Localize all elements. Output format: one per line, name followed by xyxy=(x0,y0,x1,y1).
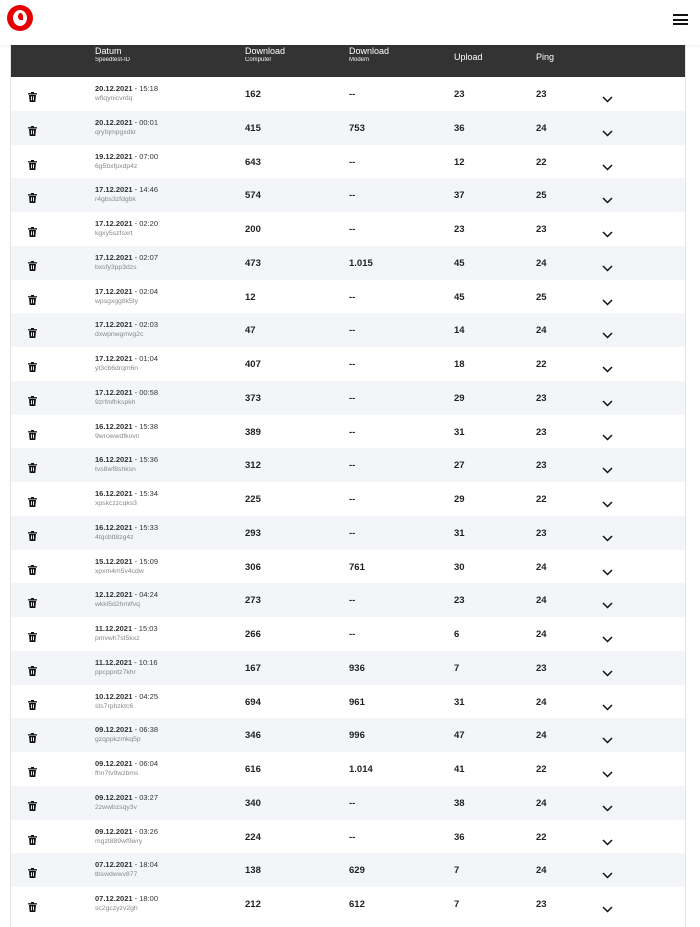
row-date: 16.12.2021 xyxy=(95,421,133,431)
row-datetime: 17.12.2021 - 02:20 xyxy=(95,219,158,228)
row-date: 09.12.2021 xyxy=(95,792,133,802)
row-date: 17.12.2021 xyxy=(95,185,133,195)
row-upload: 31 xyxy=(454,696,465,708)
chevron-down-icon[interactable] xyxy=(602,630,613,637)
row-datetime: 10.12.2021 - 04:25 xyxy=(95,691,158,701)
row-time: 10:16 xyxy=(138,657,158,667)
chevron-down-icon[interactable] xyxy=(602,158,613,165)
chevron-down-icon[interactable] xyxy=(602,529,613,536)
row-speedtest-id: wkkl5d2hmtfvq xyxy=(95,601,140,609)
row-datetime: 16.12.2021 - 15:36 xyxy=(95,455,158,465)
row-download: 407 xyxy=(245,359,261,370)
chevron-down-icon[interactable] xyxy=(602,900,613,907)
row-datetime: 09.12.2021 - 03:27 xyxy=(95,792,158,802)
row-upload: 29 xyxy=(454,494,465,505)
row-ping: 22 xyxy=(536,156,547,168)
row-datetime: 11.12.2021 - 15:03 xyxy=(95,624,158,633)
row-ping: 24 xyxy=(536,122,547,134)
row-upload: 36 xyxy=(454,122,465,134)
row-upload: 23 xyxy=(454,595,465,607)
row-ping: 24 xyxy=(536,629,547,640)
row-ping: 24 xyxy=(536,595,547,607)
row-date: 16.12.2021 xyxy=(95,455,133,465)
row-speedtest-id: 9wrowwdfkovn xyxy=(95,432,140,440)
row-date: 11.12.2021 xyxy=(95,657,133,667)
trash-icon[interactable] xyxy=(28,629,37,639)
row-date: 20.12.2021 xyxy=(95,84,133,93)
table-row xyxy=(11,685,685,719)
row-time: 15:38 xyxy=(139,421,158,431)
row-time: 02:20 xyxy=(139,219,158,228)
row-ping: 23 xyxy=(536,89,547,100)
table-row xyxy=(11,550,685,584)
row-download: 167 xyxy=(245,662,261,674)
table-row xyxy=(11,280,685,314)
row-upload: 23 xyxy=(454,89,465,100)
row-download: 643 xyxy=(245,156,261,168)
table-row xyxy=(11,178,685,212)
trash-icon[interactable] xyxy=(28,325,37,335)
table-header xyxy=(11,45,685,77)
row-download: 312 xyxy=(245,460,261,472)
col-date xyxy=(95,46,130,63)
row-upload: 37 xyxy=(454,190,465,202)
row-date: 19.12.2021 xyxy=(95,151,133,161)
row-datetime: 15.12.2021 - 15:09 xyxy=(95,556,158,566)
row-modem: -- xyxy=(349,224,356,235)
row-upload: 45 xyxy=(454,257,465,269)
row-speedtest-id: ppcppntz7khr xyxy=(95,668,136,676)
chevron-down-icon[interactable] xyxy=(602,394,613,401)
row-speedtest-id: pmvwh7st5kxz xyxy=(95,635,140,642)
trash-icon[interactable] xyxy=(28,123,37,133)
row-date: 16.12.2021 xyxy=(95,522,133,532)
row-time: 15:18 xyxy=(139,84,158,93)
row-ping: 22 xyxy=(536,359,547,370)
row-upload: 23 xyxy=(454,224,465,235)
row-speedtest-id: bxsfy3pp3dzs xyxy=(95,263,137,271)
trash-icon[interactable] xyxy=(28,764,37,774)
row-time: 04:25 xyxy=(139,691,158,701)
trash-icon[interactable] xyxy=(28,865,37,875)
row-download: 224 xyxy=(245,831,261,843)
row-modem: -- xyxy=(349,797,356,809)
row-date: 12.12.2021 xyxy=(95,590,133,600)
row-upload: 38 xyxy=(454,797,465,809)
row-ping: 24 xyxy=(536,696,547,708)
row-download: 616 xyxy=(245,764,261,775)
row-date: 17.12.2021 xyxy=(95,286,133,296)
vodafone-logo[interactable] xyxy=(7,5,33,31)
row-download: 212 xyxy=(245,899,261,910)
row-time: 06:38 xyxy=(139,725,158,735)
row-speedtest-id: tvs8wf8shksn xyxy=(95,466,136,474)
row-upload: 45 xyxy=(454,291,465,303)
row-datetime: 09.12.2021 - 03:26 xyxy=(95,826,158,836)
row-datetime: 17.12.2021 - 02:03 xyxy=(95,320,158,330)
row-modem: -- xyxy=(349,291,356,303)
row-download: 340 xyxy=(245,797,261,809)
chevron-down-icon[interactable] xyxy=(602,495,613,502)
row-speedtest-id: sts7rphzktc6 xyxy=(95,702,134,710)
chevron-down-icon[interactable] xyxy=(602,461,613,468)
row-upload: 36 xyxy=(454,831,465,843)
chevron-down-icon[interactable] xyxy=(602,225,613,232)
row-download: 346 xyxy=(245,730,261,742)
row-datetime: 19.12.2021 - 07:00 xyxy=(95,151,158,161)
row-date: 17.12.2021 xyxy=(95,387,133,397)
col-upload xyxy=(454,45,483,62)
trash-icon[interactable] xyxy=(28,292,37,302)
row-modem: 761 xyxy=(349,561,365,573)
row-download: 162 xyxy=(245,89,261,100)
row-datetime: 17.12.2021 - 00:58 xyxy=(95,387,158,397)
table-row xyxy=(11,651,685,685)
row-modem: 612 xyxy=(349,899,365,910)
row-speedtest-id: sc2gczyzv2gh xyxy=(95,905,138,912)
col-upload-title: Upload xyxy=(454,52,483,62)
row-modem: 753 xyxy=(349,122,365,134)
table-row xyxy=(11,111,685,145)
row-datetime: 17.12.2021 - 02:04 xyxy=(95,286,158,296)
row-modem: -- xyxy=(349,359,356,370)
row-modem: -- xyxy=(349,156,356,168)
col-modem xyxy=(349,46,389,63)
trash-icon[interactable] xyxy=(28,460,37,470)
row-time: 04:24 xyxy=(139,590,158,600)
trash-icon[interactable] xyxy=(28,157,37,167)
col-date-title: Datum xyxy=(95,46,122,56)
table-row xyxy=(11,516,685,550)
trash-icon[interactable] xyxy=(28,663,37,673)
row-datetime: 16.12.2021 - 15:33 xyxy=(95,522,158,532)
row-datetime: 16.12.2021 - 15:38 xyxy=(95,421,158,431)
row-date: 17.12.2021 xyxy=(95,354,133,363)
table-row xyxy=(11,617,685,651)
row-modem: 1.015 xyxy=(349,257,373,269)
row-date: 17.12.2021 xyxy=(95,320,133,330)
row-download: 473 xyxy=(245,257,261,269)
chevron-down-icon[interactable] xyxy=(602,866,613,873)
row-ping: 23 xyxy=(536,460,547,472)
row-ping: 23 xyxy=(536,899,547,910)
row-modem: 629 xyxy=(349,865,365,877)
chevron-down-icon[interactable] xyxy=(602,563,613,570)
row-speedtest-id: wflqynicvrdq xyxy=(95,95,133,102)
table-row xyxy=(11,583,685,617)
row-date: 10.12.2021 xyxy=(95,691,133,701)
trash-icon[interactable] xyxy=(28,393,37,403)
row-modem: -- xyxy=(349,595,356,607)
row-speedtest-id: xpxm4m5v4cdw xyxy=(95,567,144,575)
row-date: 09.12.2021 xyxy=(95,826,133,836)
row-speedtest-id: mgzt889wf9wry xyxy=(95,837,143,845)
trash-icon[interactable] xyxy=(28,528,37,538)
row-ping: 25 xyxy=(536,291,547,303)
row-modem: -- xyxy=(349,460,356,472)
row-download: 273 xyxy=(245,595,261,607)
row-upload: 7 xyxy=(454,865,460,877)
row-speedtest-id: wpsgxgg8k5ty xyxy=(95,297,139,305)
chevron-down-icon[interactable] xyxy=(602,326,613,333)
row-datetime: 07.12.2021 - 18:04 xyxy=(95,860,158,870)
row-speedtest-id: yt3cb6drqm6n xyxy=(95,365,139,372)
row-upload: 12 xyxy=(454,156,465,168)
row-speedtest-id: fhn7tv9wzbms xyxy=(95,770,139,777)
chevron-down-icon[interactable] xyxy=(602,765,613,772)
row-time: 02:07 xyxy=(139,252,158,262)
row-ping: 23 xyxy=(536,224,547,235)
table-row xyxy=(11,77,685,111)
row-download: 373 xyxy=(245,392,261,404)
row-speedtest-id: 4tqcbtt8zg4z xyxy=(95,533,134,541)
chevron-down-icon[interactable] xyxy=(602,596,613,603)
row-time: 02:03 xyxy=(139,320,158,330)
trash-icon[interactable] xyxy=(28,494,37,504)
chevron-down-icon[interactable] xyxy=(602,664,613,671)
row-modem: -- xyxy=(349,629,356,640)
hamburger-menu-icon[interactable] xyxy=(673,14,688,25)
chevron-down-icon[interactable] xyxy=(602,124,613,131)
trash-icon[interactable] xyxy=(28,798,37,808)
row-ping: 24 xyxy=(536,797,547,809)
chevron-down-icon[interactable] xyxy=(602,833,613,840)
row-ping: 23 xyxy=(536,392,547,404)
row-date: 07.12.2021 xyxy=(95,894,133,903)
row-modem: -- xyxy=(349,494,356,505)
table-row xyxy=(11,786,685,820)
table-row xyxy=(11,853,685,887)
row-time: 03:27 xyxy=(139,792,158,802)
row-time: 15:33 xyxy=(139,522,158,532)
chevron-down-icon[interactable] xyxy=(602,360,613,367)
row-datetime: 20.12.2021 - 00:01 xyxy=(95,117,158,127)
row-upload: 41 xyxy=(454,764,465,775)
row-upload: 6 xyxy=(454,629,460,640)
row-time: 15:09 xyxy=(139,556,158,566)
row-modem: 1.014 xyxy=(349,764,373,775)
row-time: 00:58 xyxy=(139,387,158,397)
table-row xyxy=(11,246,685,280)
speedtest-table xyxy=(10,45,686,927)
top-bar xyxy=(0,0,700,45)
row-time: 03:26 xyxy=(139,826,158,836)
row-time: 14:46 xyxy=(139,185,158,195)
row-modem: 936 xyxy=(349,662,365,674)
row-modem: -- xyxy=(349,190,356,202)
row-datetime: 12.12.2021 - 04:24 xyxy=(95,590,158,600)
chevron-down-icon[interactable] xyxy=(602,191,613,198)
trash-icon[interactable] xyxy=(28,190,37,200)
row-date: 20.12.2021 xyxy=(95,117,133,127)
row-time: 15:03 xyxy=(138,624,158,633)
row-download: 138 xyxy=(245,865,261,877)
table-row xyxy=(11,415,685,449)
table-row xyxy=(11,381,685,415)
trash-icon[interactable] xyxy=(28,427,37,437)
table-row xyxy=(11,145,685,179)
row-date: 09.12.2021 xyxy=(95,725,133,735)
row-date: 09.12.2021 xyxy=(95,759,133,768)
table-row xyxy=(11,482,685,516)
row-modem: -- xyxy=(349,325,356,337)
table-row xyxy=(11,887,685,921)
row-speedtest-id: qryfqmpgxdkr xyxy=(95,128,137,136)
row-ping: 22 xyxy=(536,494,547,505)
row-datetime: 17.12.2021 - 14:46 xyxy=(95,185,158,195)
row-speedtest-id: 9zrfmfhkspkh xyxy=(95,398,136,406)
trash-icon[interactable] xyxy=(28,899,37,909)
table-row xyxy=(11,718,685,752)
row-datetime: 20.12.2021 - 15:18 xyxy=(95,84,158,93)
row-time: 02:04 xyxy=(139,286,158,296)
row-speedtest-id: kgxy5szfsxrt xyxy=(95,230,133,237)
row-upload: 47 xyxy=(454,730,465,742)
row-upload: 7 xyxy=(454,899,460,910)
trash-icon[interactable] xyxy=(28,832,37,842)
row-datetime: 09.12.2021 - 06:04 xyxy=(95,759,158,768)
row-upload: 31 xyxy=(454,426,465,438)
trash-icon[interactable] xyxy=(28,89,37,99)
row-modem: -- xyxy=(349,89,356,100)
row-speedtest-id: dxwpnwgmvg2c xyxy=(95,331,144,339)
row-speedtest-id: r4gbs3zfdgbk xyxy=(95,196,136,204)
row-ping: 23 xyxy=(536,426,547,438)
row-modem: -- xyxy=(349,392,356,404)
row-speedtest-id: xpskczzcqks3 xyxy=(95,500,137,507)
row-ping: 23 xyxy=(536,662,547,674)
col-download-title: Download xyxy=(245,46,286,56)
row-time: 00:01 xyxy=(139,117,158,127)
table-row xyxy=(11,820,685,854)
trash-icon[interactable] xyxy=(28,224,37,234)
row-time: 15:36 xyxy=(139,455,158,465)
row-time: 15:34 xyxy=(139,489,158,498)
row-ping: 25 xyxy=(536,190,547,202)
row-download: 694 xyxy=(245,696,261,708)
table-body xyxy=(11,77,685,921)
row-datetime: 07.12.2021 - 18:00 xyxy=(95,894,158,903)
row-time: 07:00 xyxy=(139,151,158,161)
col-modem-sub: Modem xyxy=(349,57,370,63)
row-modem: 961 xyxy=(349,696,365,708)
row-upload: 27 xyxy=(454,460,465,472)
chevron-down-icon[interactable] xyxy=(602,731,613,738)
trash-icon[interactable] xyxy=(28,258,37,268)
row-download: 306 xyxy=(245,561,261,573)
row-ping: 22 xyxy=(536,831,547,843)
row-download: 293 xyxy=(245,527,261,539)
table-row xyxy=(11,448,685,482)
row-download: 200 xyxy=(245,224,261,235)
row-ping: 24 xyxy=(536,561,547,573)
row-datetime: 17.12.2021 - 02:07 xyxy=(95,252,158,262)
row-datetime: 11.12.2021 - 10:16 xyxy=(95,657,158,667)
row-ping: 24 xyxy=(536,257,547,269)
table-row xyxy=(11,752,685,786)
row-download: 47 xyxy=(245,325,256,337)
chevron-down-icon[interactable] xyxy=(602,799,613,806)
chevron-down-icon[interactable] xyxy=(602,428,613,435)
row-time: 01:04 xyxy=(139,354,158,363)
row-download: 266 xyxy=(245,629,261,640)
row-modem: -- xyxy=(349,831,356,843)
col-ping-title: Ping xyxy=(536,52,555,62)
table-row xyxy=(11,313,685,347)
row-download: 389 xyxy=(245,426,261,438)
row-date: 11.12.2021 xyxy=(95,624,133,633)
row-download: 12 xyxy=(245,291,256,303)
row-download: 225 xyxy=(245,494,261,505)
col-date-sub: Speedtest-ID xyxy=(95,57,131,63)
row-upload: 30 xyxy=(454,561,465,573)
row-speedtest-id: tbswdwwv877 xyxy=(95,871,138,879)
chevron-down-icon[interactable] xyxy=(602,90,613,97)
col-download xyxy=(245,46,285,63)
row-date: 17.12.2021 xyxy=(95,219,133,228)
chevron-down-icon[interactable] xyxy=(602,698,613,705)
row-time: 18:00 xyxy=(139,894,158,903)
row-date: 17.12.2021 xyxy=(95,252,133,262)
trash-icon[interactable] xyxy=(28,359,37,369)
row-datetime: 09.12.2021 - 06:38 xyxy=(95,725,158,735)
row-modem: -- xyxy=(349,527,356,539)
row-upload: 29 xyxy=(454,392,465,404)
row-download: 415 xyxy=(245,122,261,134)
table-row xyxy=(11,347,685,381)
row-speedtest-id: 2zwwbzsqy3v xyxy=(95,803,137,811)
chevron-down-icon[interactable] xyxy=(602,293,613,300)
chevron-down-icon[interactable] xyxy=(602,259,613,266)
row-datetime: 17.12.2021 - 01:04 xyxy=(95,354,158,363)
row-speedtest-id: 6g5bxfpxdp4z xyxy=(95,162,138,170)
row-modem: -- xyxy=(349,426,356,438)
row-ping: 22 xyxy=(536,764,547,775)
row-speedtest-id: gzqppkzmkq5p xyxy=(95,736,141,744)
trash-icon[interactable] xyxy=(28,595,37,605)
row-date: 15.12.2021 xyxy=(95,556,133,566)
trash-icon[interactable] xyxy=(28,730,37,740)
row-modem: 996 xyxy=(349,730,365,742)
row-date: 07.12.2021 xyxy=(95,860,133,870)
col-modem-title: Download xyxy=(349,46,390,56)
row-upload: 18 xyxy=(454,359,465,370)
row-time: 06:04 xyxy=(139,759,158,768)
row-ping: 24 xyxy=(536,730,547,742)
row-date: 16.12.2021 xyxy=(95,489,133,498)
trash-icon[interactable] xyxy=(28,697,37,707)
row-upload: 7 xyxy=(454,662,460,674)
col-download-sub: Computer xyxy=(245,57,272,63)
row-upload: 14 xyxy=(454,325,465,337)
col-ping xyxy=(536,45,554,62)
row-ping: 23 xyxy=(536,527,547,539)
row-datetime: 16.12.2021 - 15:34 xyxy=(95,489,158,498)
row-ping: 24 xyxy=(536,865,547,877)
row-download: 574 xyxy=(245,190,261,202)
table-row xyxy=(11,212,685,246)
trash-icon[interactable] xyxy=(28,562,37,572)
row-upload: 31 xyxy=(454,527,465,539)
row-time: 18:04 xyxy=(139,860,158,870)
row-ping: 24 xyxy=(536,325,547,337)
